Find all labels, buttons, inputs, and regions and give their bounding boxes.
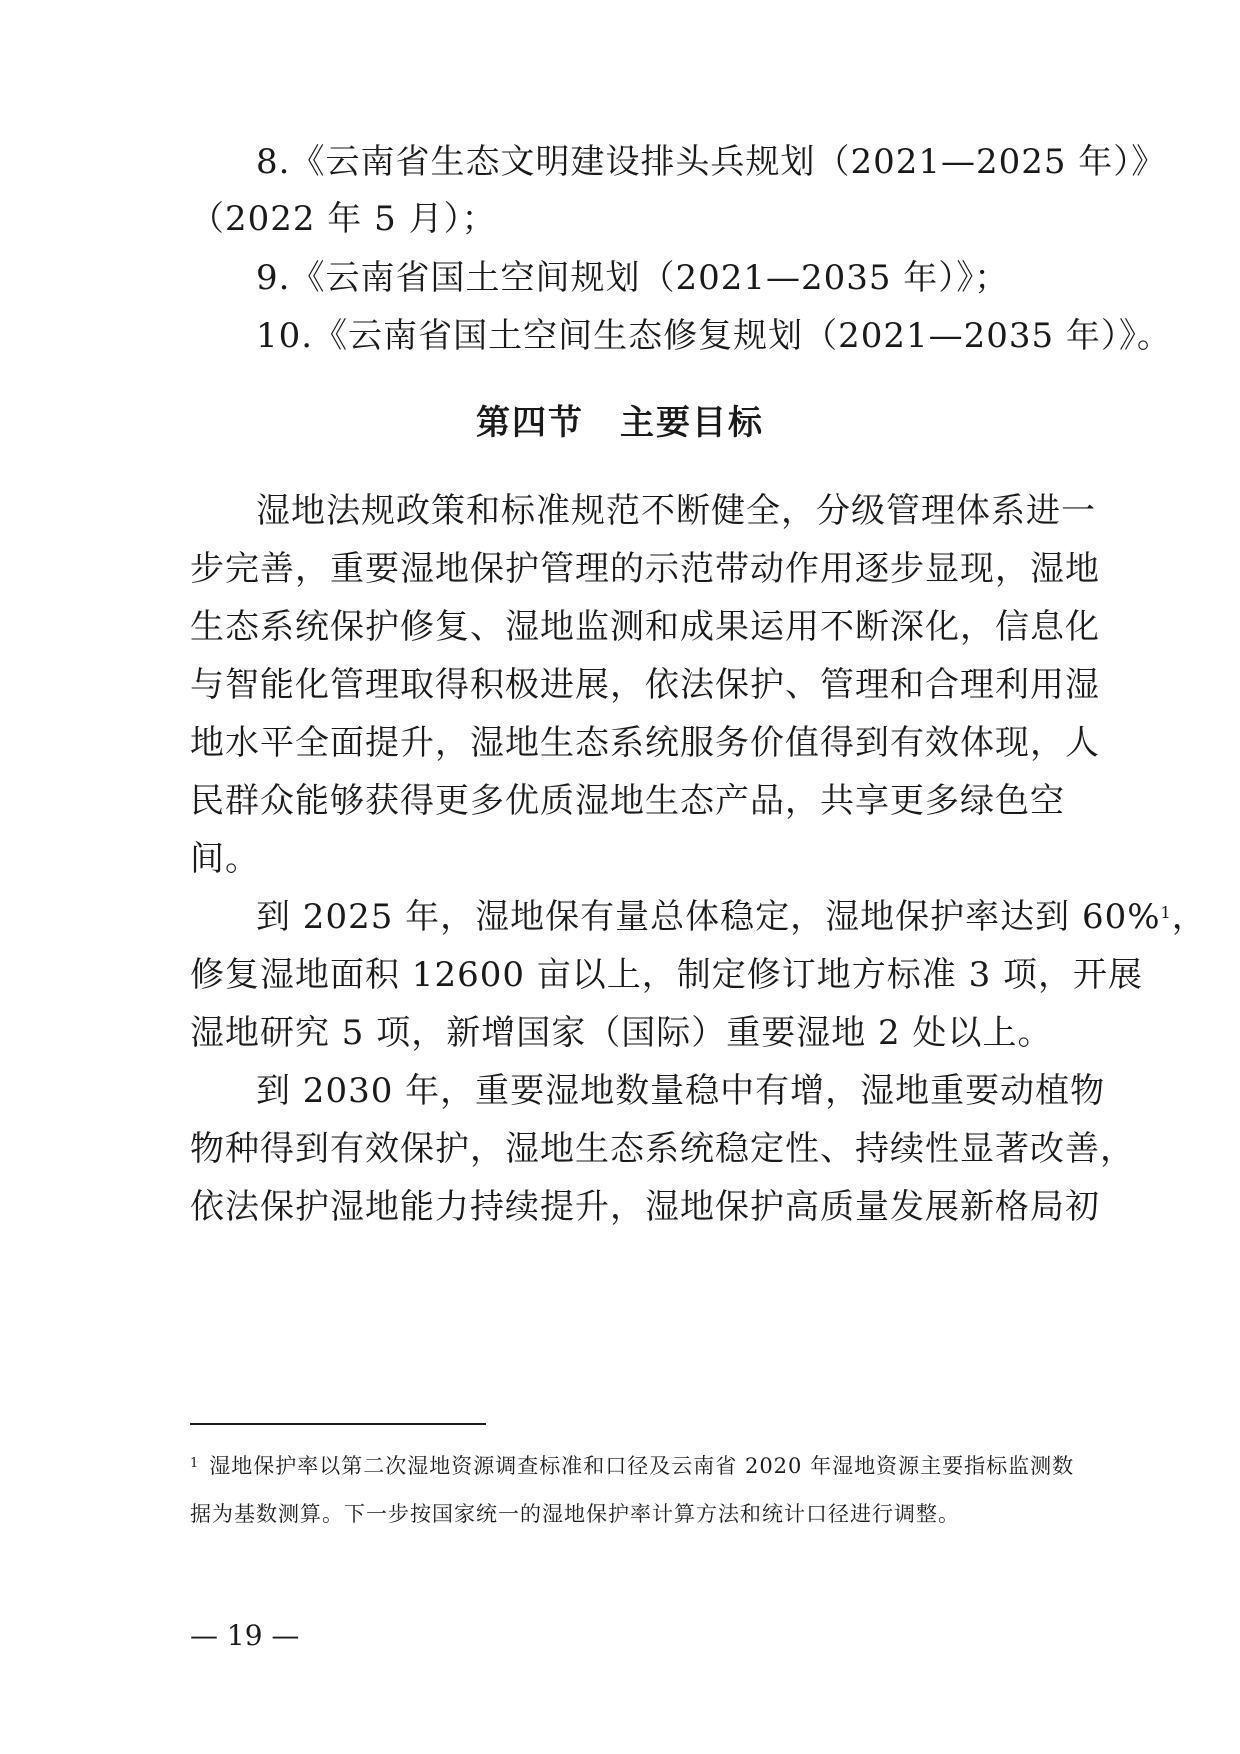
paragraph-1-line-2: 步完善，重要湿地保护管理的示范带动作用逐步显现，湿地 [190, 549, 1100, 589]
footnote-line-2: 据为基数测算。下一步按国家统一的湿地保护率计算方法和统计口径进行调整。 [190, 1502, 960, 1526]
footnote-text-1: 湿地保护率以第二次湿地资源调查标准和口径及云南省 2020 年湿地资源主要指标监测数 [209, 1454, 1075, 1478]
paragraph-3-line-3: 依法保护湿地能力持续提升，湿地保护高质量发展新格局初 [190, 1187, 1100, 1227]
paragraph-2-line-2: 修复湿地面积 12600 亩以上，制定修订地方标准 3 项，开展 [190, 955, 1144, 995]
section-title: 主要目标 [620, 403, 764, 443]
footnote-reference: 1 [1160, 903, 1172, 922]
paragraph-2-comma: ， [1171, 897, 1207, 937]
page-number: — 19 — [190, 1619, 300, 1652]
reference-item-10: 10.《云南省国土空间生态修复规划（2021—2035 年）》。 [256, 316, 1172, 356]
paragraph-2-line-3: 湿地研究 5 项，新增国家（国际）重要湿地 2 处以上。 [190, 1013, 1053, 1053]
paragraph-1-line-3: 生态系统保护修复、湿地监测和成果运用不断深化，信息化 [190, 607, 1100, 647]
paragraph-1-line-5: 地水平全面提升，湿地生态系统服务价值得到有效体现，人 [190, 723, 1100, 763]
paragraph-1-line-4: 与智能化管理取得积极进展，依法保护、管理和合理利用湿 [190, 665, 1100, 705]
footnote-marker: 1 [190, 1456, 200, 1471]
section-heading [0, 403, 1240, 443]
paragraph-3-line-1: 到 2030 年，重要湿地数量稳中有增，湿地重要动植物 [256, 1071, 1106, 1111]
reference-item-9: 9.《云南省国土空间规划（2021—2035 年）》； [256, 258, 1010, 298]
paragraph-1-line-7: 间。 [190, 839, 260, 879]
reference-item-8: 8.《云南省生态文明建设排头兵规划（2021—2025 年）》 [256, 142, 1167, 182]
footnote-divider [190, 1423, 486, 1425]
reference-item-8-continued: （2022 年 5 月）； [190, 199, 497, 239]
paragraph-1-line-1: 湿地法规政策和标准规范不断健全，分级管理体系进一 [256, 491, 1096, 531]
paragraph-2-text: 到 2025 年，湿地保有量总体稳定，湿地保护率达到 60% [256, 897, 1161, 937]
section-number: 第四节 [476, 403, 584, 443]
paragraph-2-line-1 [256, 897, 1207, 937]
footnote-line-1 [190, 1452, 1075, 1480]
paragraph-3-line-2: 物种得到有效保护，湿地生态系统稳定性、持续性显著改善， [190, 1129, 1135, 1169]
paragraph-1-line-6: 民群众能够获得更多优质湿地生态产品，共享更多绿色空 [190, 781, 1065, 821]
